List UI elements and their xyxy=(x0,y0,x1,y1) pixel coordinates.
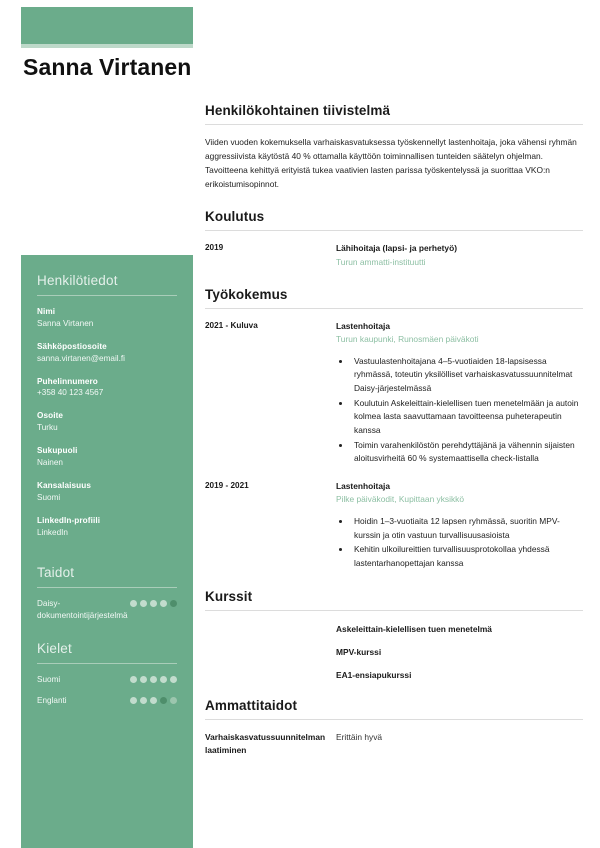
section-divider xyxy=(205,124,583,125)
language-name: Suomi xyxy=(37,675,61,685)
experience-entry-body xyxy=(336,320,583,467)
sidebar-field-value: Sanna Virtanen xyxy=(37,318,94,328)
language-item-suomi xyxy=(37,674,177,686)
sidebar-field-label: Sähköpostiosoite xyxy=(37,341,107,351)
sidebar-heading-skills: Taidot xyxy=(37,565,75,581)
sidebar-divider-languages xyxy=(37,663,177,664)
rating-dot xyxy=(130,676,137,683)
course-item xyxy=(205,670,583,680)
experience-entry-body xyxy=(336,480,583,572)
sidebar-field-nimi xyxy=(37,306,177,330)
sidebar-divider-personal xyxy=(37,295,177,296)
experience-date: 2021 - Kuluva xyxy=(205,320,258,330)
rating-dot xyxy=(160,697,167,704)
rating-dot xyxy=(140,697,147,704)
course-name: MPV-kurssi xyxy=(336,647,382,658)
experience-bullet: • Toimin varahenkilöstön perehdyttäjänä ja vähennin sijaisten aloitusvirheitä 60 % systemaattisella check-listalla xyxy=(351,439,583,466)
section-divider xyxy=(205,308,583,309)
sidebar-field-sahkopostiosoite xyxy=(37,341,177,365)
sidebar-heading-languages: Kielet xyxy=(37,641,72,657)
section-title-professional-skills: Ammattitaidot xyxy=(205,698,298,714)
sidebar-field-value: Nainen xyxy=(37,458,63,468)
education-entry xyxy=(205,242,583,268)
section-summary xyxy=(205,103,583,191)
sidebar-heading-personal: Henkilötiedot xyxy=(37,273,118,288)
language-rating-dots xyxy=(130,695,177,704)
experience-bullets xyxy=(336,355,583,466)
sidebar-field-value[interactable]: sanna.virtanen@email.fi xyxy=(37,353,125,363)
section-title-summary: Henkilökohtainen tiivistelmä xyxy=(205,103,391,118)
sidebar-field-value: Turku xyxy=(37,423,58,433)
language-item-englanti xyxy=(37,695,177,707)
sidebar-field-label: LinkedIn-profiili xyxy=(37,515,101,525)
experience-bullet: • Vastuulastenhoitajana 4–5-vuotiaiden 18-lapsisessa ryhmässä, toteutin yksilölliset varhaiskasvatussuunnitelmat Daisy-järjestelmässä xyxy=(351,355,583,396)
section-title-experience: Työkokemus xyxy=(205,286,288,302)
experience-bullets xyxy=(336,515,583,570)
section-experience xyxy=(205,287,583,572)
sidebar-field-puhelinnumero xyxy=(37,376,177,400)
rating-dot xyxy=(130,600,137,607)
experience-entry xyxy=(205,320,583,467)
section-divider xyxy=(205,610,583,611)
experience-role: Lastenhoitaja xyxy=(336,480,390,491)
rating-dot xyxy=(140,676,147,683)
course-item xyxy=(205,647,583,657)
section-divider xyxy=(205,719,583,720)
skill-item-daisy xyxy=(37,598,177,622)
rating-dot xyxy=(160,600,167,607)
experience-date: 2019 - 2021 xyxy=(205,480,249,490)
section-title-courses: Kurssit xyxy=(205,589,253,605)
spacer xyxy=(37,631,177,641)
header-accent-bar-shadow xyxy=(21,44,193,48)
skill-rating-dots xyxy=(130,598,177,607)
professional-skill-level: Erittäin hyvä xyxy=(336,732,383,743)
rating-dot xyxy=(150,676,157,683)
section-courses xyxy=(205,589,583,680)
sidebar-field-osoite xyxy=(37,410,177,434)
rating-dot xyxy=(150,697,157,704)
education-entry-body xyxy=(336,242,583,268)
experience-bullet: • Koulutuin Askeleittain-kielellisen tuen menetelmään ja autoin kolmea lasta saavuttamaan tavoitteensa puheterapeutin kanssa xyxy=(351,397,583,438)
education-institution: Turun ammatti-instituutti xyxy=(336,257,426,268)
rating-dot xyxy=(160,676,167,683)
sidebar-field-value: +358 40 123 4567 xyxy=(37,388,104,398)
skill-name: Daisy-dokumentointijärjestelmä xyxy=(37,599,128,621)
language-name: Englanti xyxy=(37,696,67,706)
rating-dot xyxy=(170,676,177,683)
experience-bullet: • Kehitin ulkoilureittien turvallisuusprotokollaa yhdessä lastentarhanopettajan kanssa xyxy=(351,543,583,570)
sidebar-field-label: Nimi xyxy=(37,307,56,316)
course-item xyxy=(205,624,583,634)
rating-dot xyxy=(170,600,177,607)
rating-dot xyxy=(170,697,177,704)
rating-dot xyxy=(150,600,157,607)
main-content xyxy=(205,0,583,757)
experience-employer: Turun kaupunki, Runosmäen päiväkoti xyxy=(336,334,479,345)
experience-entry xyxy=(205,480,583,572)
sidebar-field-kansalaisuus xyxy=(37,480,177,504)
rating-dot xyxy=(140,600,147,607)
page-title: Sanna Virtanen xyxy=(23,54,192,80)
header-accent-bar xyxy=(21,7,193,44)
section-title-education: Koulutus xyxy=(205,209,265,225)
experience-employer: Pilke päiväkodit, Kupittaan yksikkö xyxy=(336,494,465,505)
section-professional-skills xyxy=(205,698,583,756)
sidebar xyxy=(21,255,193,848)
education-date: 2019 xyxy=(205,243,224,253)
course-name: Askeleittain-kielellisen tuen menetelmä xyxy=(336,624,492,635)
section-divider xyxy=(205,230,583,231)
course-name: EA1-ensiapukurssi xyxy=(336,670,412,681)
sidebar-field-label: Sukupuoli xyxy=(37,446,78,456)
sidebar-linkedin-link[interactable]: LinkedIn xyxy=(37,527,68,537)
sidebar-field-label: Puhelinnumero xyxy=(37,376,98,386)
section-education xyxy=(205,209,583,268)
language-rating-dots xyxy=(130,674,177,683)
professional-skill-name: Varhaiskasvatussuunnitelman laatiminen xyxy=(205,732,326,756)
sidebar-field-label: Kansalaisuus xyxy=(37,480,91,490)
summary-text: Viiden vuoden kokemuksella varhaiskasvatuksessa työskennellyt lastenhoitaja, joka vähensi ryhmän aggressiivista käytöstä 40 % ottamalla käyttöön toiminnallisen tunteiden säätelyn ohjelman. Tavoitteena kehittyä erityistä tukea vaativien lasten parissa työskentelyssä ja suorittaa VKO:n erikoistumisopinnot. xyxy=(205,137,577,190)
education-degree: Lähihoitaja (lapsi- ja perhetyö) xyxy=(336,243,457,254)
course-date-spacer xyxy=(205,647,336,657)
sidebar-field-sukupuoli xyxy=(37,445,177,469)
experience-bullet: • Hoidin 1–3-vuotiaita 12 lapsen ryhmässä, suoritin MPV-kurssin ja otin vastuun turvallisuusasioista xyxy=(351,515,583,542)
rating-dot xyxy=(130,697,137,704)
course-date-spacer xyxy=(205,624,336,634)
course-date-spacer xyxy=(205,670,336,680)
sidebar-divider-skills xyxy=(37,587,177,588)
sidebar-field-label: Osoite xyxy=(37,411,64,421)
professional-skill-item xyxy=(205,731,583,756)
sidebar-field-value: Suomi xyxy=(37,492,61,502)
spacer xyxy=(37,549,177,565)
experience-role: Lastenhoitaja xyxy=(336,320,390,331)
sidebar-field-linkedin-profiili xyxy=(37,515,177,539)
